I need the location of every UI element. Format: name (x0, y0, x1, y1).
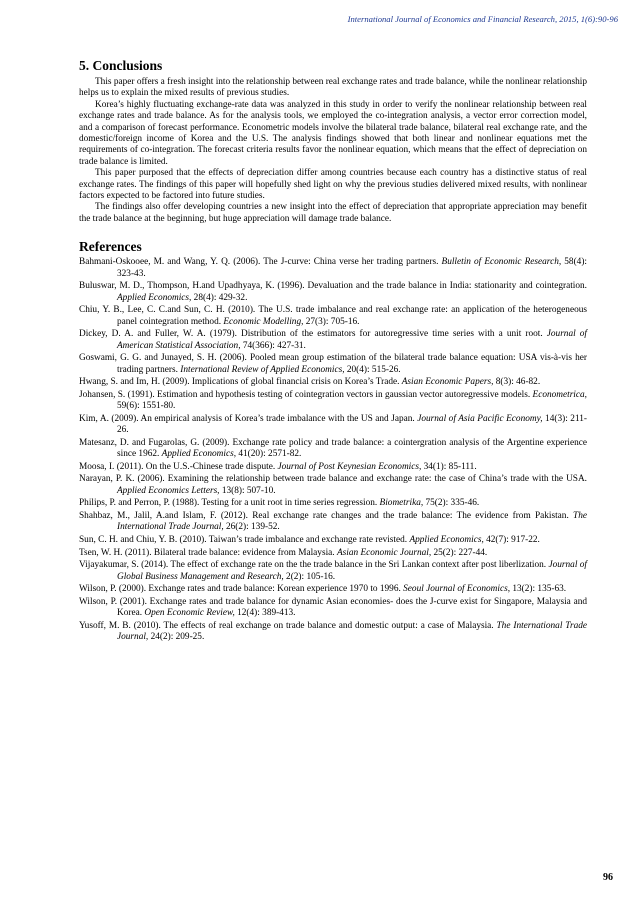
reference-text: Wilson, P. (2000). Exchange rates and trade balance: Korean experience 1970 to 1996. (79, 584, 404, 595)
reference-item (79, 621, 587, 644)
reference-text: Dickey, D. A. and Fuller, W. A. (1979). Distribution of the estimators for autoregressive time series with a unit root. (79, 329, 547, 340)
reference-details: 8(3): 46-82. (493, 377, 541, 388)
reference-text: Narayan, P. K. (2006). Examining the relationship between trade balance and exchange rate: the case of China’s trade with the USA. (79, 474, 587, 485)
reference-text: Bahmani-Oskooee, M. and Wang, Y. Q. (2006). The J-curve: China verse her trading partners. (79, 257, 442, 268)
reference-details: 14(3): 211-26. (117, 413, 587, 436)
reference-text: Yusoff, M. B. (2010). The effects of real exchange on trade balance and domestic output: a case of Malaysia. (79, 620, 497, 631)
reference-details: 13(2): 135-63. (510, 584, 567, 595)
reference-item (79, 548, 587, 559)
conclusions-paragraph: This paper offers a fresh insight into the relationship between real exchange rates and trade balance, while the nonlinear relationship helps us to explain the mixed results of previous studies. (79, 77, 587, 99)
reference-venue: Applied Economics, (409, 535, 484, 546)
reference-details: 74(366): 427-31. (240, 340, 306, 351)
reference-item (79, 329, 587, 352)
reference-item (79, 257, 587, 280)
reference-list (79, 257, 587, 643)
reference-item (79, 474, 587, 497)
reference-details: 28(4): 429-32. (191, 292, 248, 303)
reference-venue: Economic Modelling, (223, 316, 304, 327)
reference-text: Moosa, I. (2011). On the U.S.-Chinese trade dispute. (79, 461, 278, 472)
reference-details: 20(4): 515-26. (344, 364, 401, 375)
reference-details: 34(1): 85-111. (421, 461, 477, 472)
reference-text: Sun, C. H. and Chiu, Y. B. (2010). Taiwan’s trade imbalance and exchange rate revisted. (79, 535, 410, 546)
reference-item (79, 535, 587, 546)
reference-venue: Journal of Global Business Management and Research, (117, 560, 587, 582)
reference-item (79, 462, 587, 473)
reference-venue: Journal of Post Keynesian Economics, (277, 461, 422, 472)
reference-details: 41(20): 2571-82. (236, 449, 302, 460)
issue-info: 2015, 1(6):90-96 (557, 14, 618, 24)
conclusions-paragraph: This paper purposed that the effects of depreciation differ among countries because each country has a distinctive status of real exchange rates. The findings of this paper will hopefully shed light on why the previous studies delivered mixed results, with nonlinear factors expected to be factored into future studies. (79, 168, 587, 202)
reference-venue: Asian Economic Journal, (336, 547, 432, 558)
reference-details: 13(8): 507-10. (219, 485, 276, 496)
reference-venue: Applied Economics, (161, 449, 237, 460)
reference-item (79, 390, 587, 413)
reference-text: Tsen, W. H. (2011). Bilateral trade balance: evidence from Malaysia. (79, 547, 337, 558)
conclusions-paragraph: Korea’s highly fluctuating exchange-rate data was analyzed in this study in order to verify the nonlinear relationship between real exchange rates and trade balance. As for the analysis tools, we employed the co-integration analysis, a vector error correction model, and a comparison of forecast performance. Econometric models involve the bilateral trade balance, bilateral real exchange rate, and the domestic/foreign income of Korea and the U.S. The analysis findings showed that both linear and nonlinear equations met the requirements of co-integration. The forecast criteria results favor the nonlinear equation, which means that the effect of depreciation on trade balance is limited. (79, 99, 587, 167)
references-heading: References (79, 239, 142, 255)
reference-item (79, 353, 587, 376)
references-section (79, 239, 587, 643)
reference-details: 26(2): 139-52. (223, 522, 280, 533)
reference-text: Kim, A. (2009). An empirical analysis of Korea’s trade imbalance with the US and Japan. (79, 413, 418, 424)
journal-name: International Journal of Economics and Financial Research, (347, 14, 558, 24)
reference-item (79, 377, 587, 388)
reference-text: Wilson, P. (2001). Exchange rates and trade balance for dynamic Asian economies- does the J-curve exist for Singapore, Malaysia and Korea. (79, 596, 587, 619)
reference-item (79, 597, 587, 620)
reference-item (79, 281, 587, 304)
page-number: 96 (603, 872, 613, 883)
reference-venue: Econometrica, (532, 389, 587, 400)
reference-text: Hwang, S. and Im, H. (2009). Implications of global financial crisis on Korea’s Trade. (79, 377, 402, 388)
reference-details: 25(2): 227-44. (431, 547, 488, 558)
reference-item (79, 414, 587, 437)
reference-item (79, 498, 587, 509)
reference-text: Goswami, G. G. and Junayed, S. H. (2006). Pooled mean group estimation of the bilateral trade balance equation: USA vis-à-vis her trading partners. (79, 353, 587, 375)
reference-venue: The International Trade Journal, (117, 620, 587, 643)
conclusions-heading: 5. Conclusions (79, 58, 163, 73)
reference-text: Vijayakumar, S. (2014). The effect of exchange rate on the the trade balance in the Sri Lankan context after post liberlization. (79, 560, 549, 571)
reference-venue: Journal of Asia Pacific Economy, (417, 413, 543, 424)
reference-item (79, 584, 587, 595)
reference-text: Chiu, Y. B., Lee, C. C.and Sun, C. H. (2010). The U.S. trade imbalance and real exchange rate: an application of the heterogeneous panel cointegration method. (79, 305, 587, 327)
reference-venue: Applied Economics Letters, (117, 485, 220, 496)
reference-venue: Bulletin of Economic Research, (441, 257, 562, 268)
reference-venue: The International Trade Journal, (117, 511, 587, 533)
reference-details: 2(2): 105-16. (283, 571, 336, 582)
reference-details: 42(7): 917-22. (483, 535, 540, 546)
reference-details: 75(2): 335-46. (423, 498, 480, 509)
reference-text: Buluswar, M. D., Thompson, H.and Upadhyaya, K. (1996). Devaluation and the trade balance in India: stationarity and cointegration. (79, 281, 587, 292)
reference-venue: Asian Economic Papers, (401, 377, 494, 388)
reference-venue: International Review of Applied Economics, (180, 364, 345, 375)
reference-details: 24(2): 209-25. (148, 632, 205, 643)
page-content (79, 58, 587, 645)
conclusions-paragraph: The findings also offer developing countries a new insight into the effect of depreciation that appropriate appreciation may benefit the trade balance at the beginning, but huge appreciation will damage trade balance. (79, 202, 587, 224)
reference-item (79, 560, 587, 583)
reference-venue: Biometrika, (379, 498, 424, 509)
reference-venue: Journal of American Statistical Association, (117, 329, 587, 351)
reference-item (79, 511, 587, 534)
reference-text: Shahbaz, M., Jalil, A.and Islam, F. (2012). Real exchange rate changes and the trade balance: The evidence from Pakistan. (79, 511, 574, 522)
reference-details: 12(4): 389-413. (234, 608, 296, 619)
running-header (348, 14, 618, 24)
reference-details: 58(4): 323-43. (117, 257, 587, 279)
reference-item (79, 305, 587, 328)
reference-text: Philips, P. and Perron, P. (1988). Testing for a unit root in time series regression. (79, 498, 380, 509)
reference-text: Matesanz, D. and Fugarolas, G. (2009). Exchange rate policy and trade balance: a cointergration analysis of the Argentine experience since 1962. (79, 437, 587, 460)
reference-text: Johansen, S. (1991). Estimation and hypothesis testing of cointegration vectors in gaussian vector autoregressive models. (79, 389, 533, 400)
conclusions-section (79, 58, 587, 225)
reference-details: 59(6): 1551-80. (117, 401, 176, 412)
reference-details: 27(3): 705-16. (303, 316, 360, 327)
reference-venue: Open Economic Review, (144, 608, 235, 619)
reference-venue: Applied Economics, (117, 292, 192, 303)
reference-venue: Seoul Journal of Economics, (403, 584, 511, 595)
reference-item (79, 438, 587, 461)
